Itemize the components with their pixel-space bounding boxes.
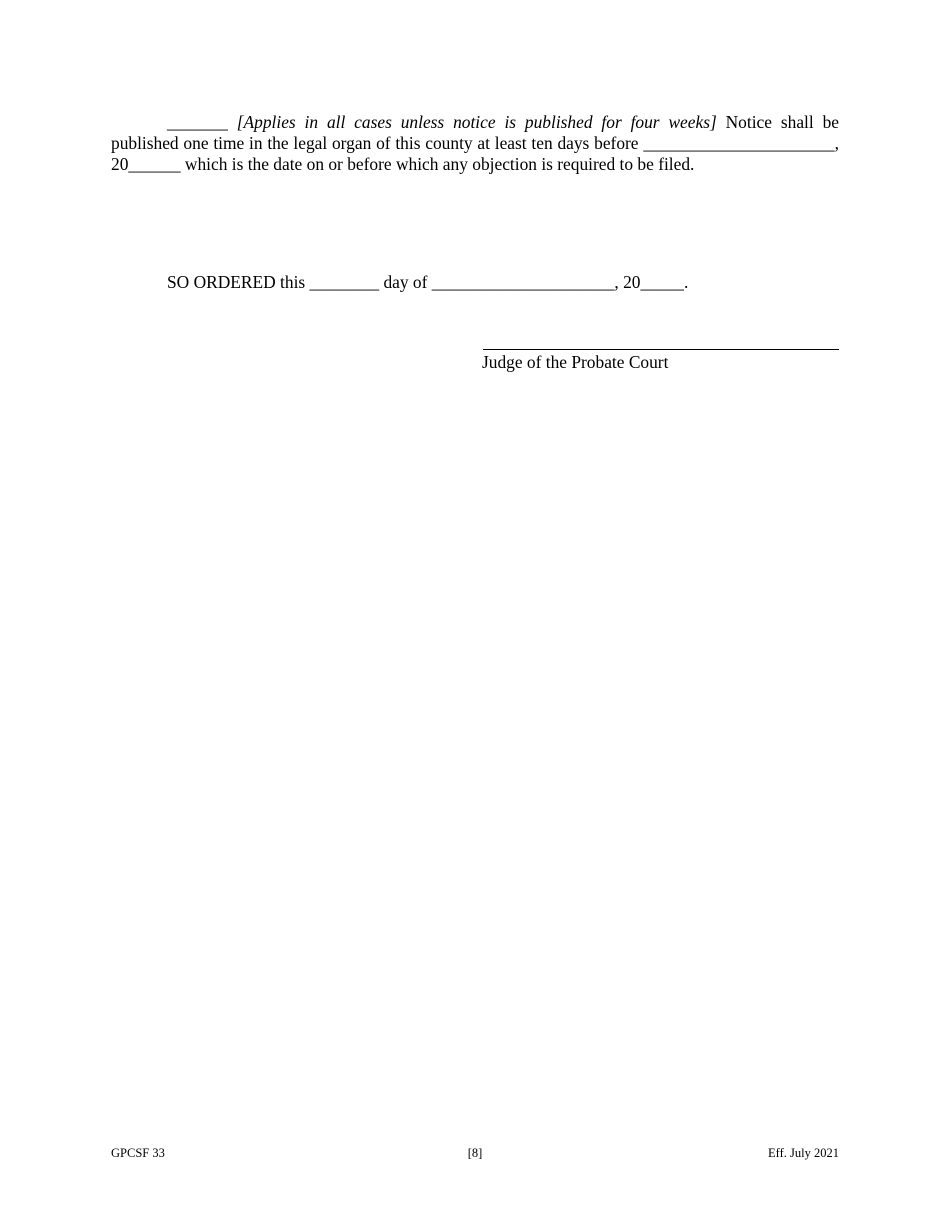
- signature-line: [483, 349, 839, 350]
- order-year-blank: _____: [640, 272, 684, 292]
- so-ordered-line: [167, 272, 688, 293]
- so-ordered-label: SO ORDERED this: [167, 272, 306, 292]
- checkbox-blank: _______: [167, 112, 228, 132]
- year-blank: ______: [128, 154, 181, 174]
- year-prefix: , 20: [111, 133, 839, 174]
- signature-label: Judge of the Probate Court: [482, 352, 669, 372]
- footer-effective-date: Eff. July 2021: [768, 1146, 839, 1160]
- day-blank: ________: [309, 272, 380, 292]
- month-blank: _____________________: [431, 272, 615, 292]
- notice-text-2: which is the date on or before which any objection is required to be filed.: [184, 154, 695, 174]
- date-blank: ______________________: [643, 133, 835, 153]
- order-end: .: [683, 272, 689, 292]
- notice-paragraph: [111, 112, 839, 175]
- notice-text-1: Notice shall be published one time in the legal organ of this county at least ten days before: [111, 112, 839, 153]
- order-year-prefix: , 20: [614, 272, 641, 292]
- footer-page-number: [8]: [467, 1146, 483, 1160]
- italic-clause: [Applies in all cases unless notice is published for four weeks]: [236, 112, 717, 132]
- day-of-label: day of: [383, 272, 428, 292]
- footer-form-id: GPCSF 33: [111, 1146, 165, 1160]
